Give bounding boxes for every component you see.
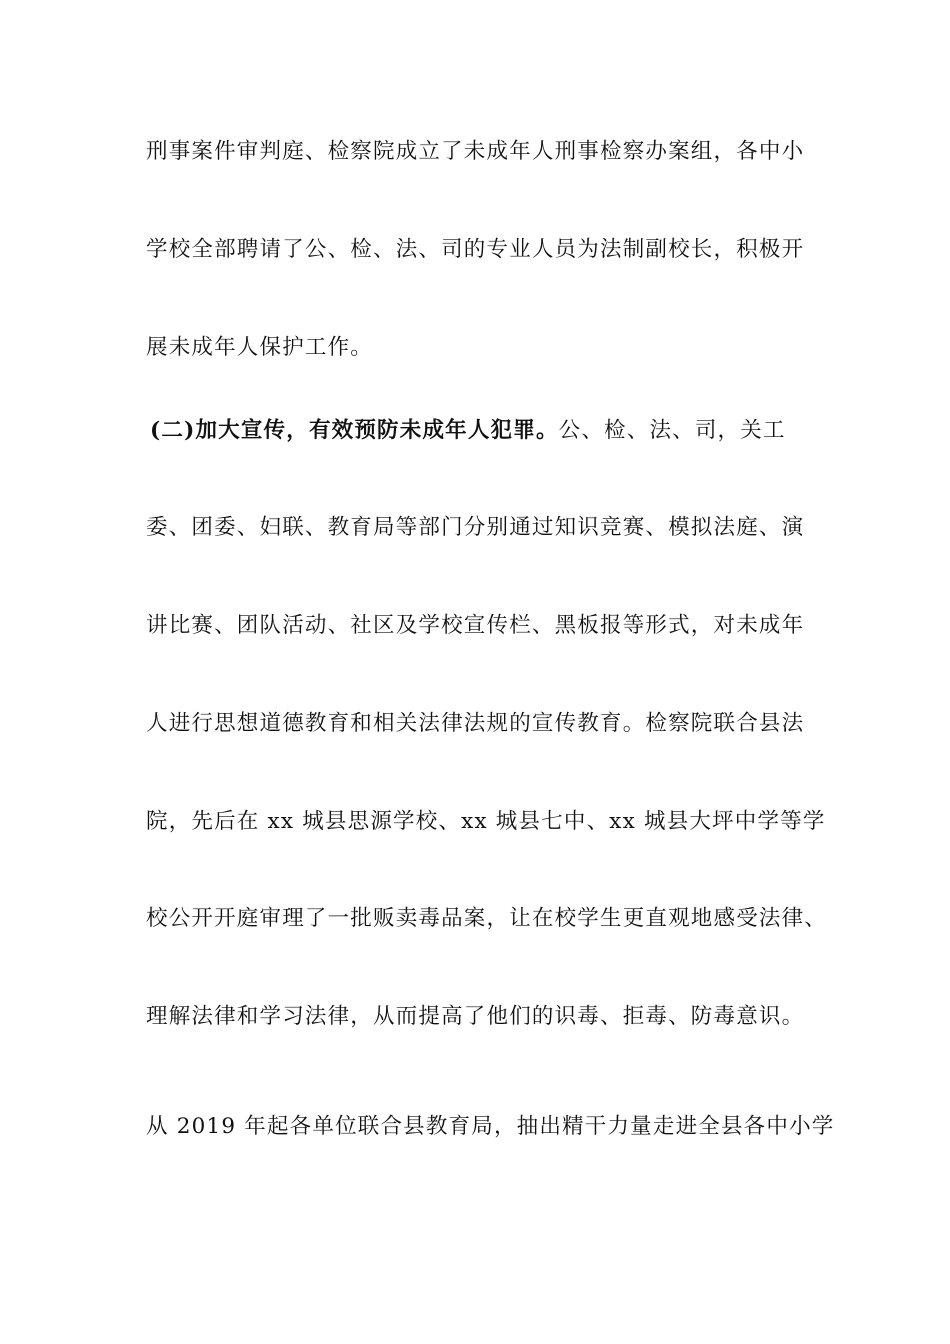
paragraph-line-8: 校公开开庭审理了一批贩卖毒品案，让在校学生更直观地感受法律、	[146, 906, 828, 931]
paragraph-line-4: 委、团委、妇联、教育局等部门分别通过知识竞赛、模拟法庭、演	[146, 515, 805, 540]
paragraph-line-1: 刑事案件审判庭、检察院成立了未成年人刑事检察办案组，各中小	[146, 139, 805, 164]
section-heading: (二)加大宣传，有效预防未成年人犯罪。	[150, 418, 559, 443]
paragraph-line-6: 人进行思想道德教育和相关法律法规的宣传教育。检察院联合县法	[146, 711, 805, 736]
paragraph-line-9: 理解法律和学习法律，从而提高了他们的识毒、拒毒、防毒意识。	[146, 1004, 805, 1029]
paragraph-line-3: 展未成年人保护工作。	[146, 335, 374, 360]
section-heading-line	[150, 416, 830, 446]
paragraph-line-7: 院，先后在 xx 城县思源学校、xx 城县七中、xx 城县大坪中学等学	[146, 809, 826, 834]
paragraph-line-10: 从 2019 年起各单位联合县教育局，抽出精干力量走进全县各中小学	[146, 1114, 835, 1139]
section-heading-continuation: 公、检、法、司，关工	[558, 418, 786, 443]
paragraph-line-5: 讲比赛、团队活动、社区及学校宣传栏、黑板报等形式，对未成年	[146, 613, 805, 638]
paragraph-line-2: 学校全部聘请了公、检、法、司的专业人员为法制副校长，积极开	[146, 237, 805, 262]
